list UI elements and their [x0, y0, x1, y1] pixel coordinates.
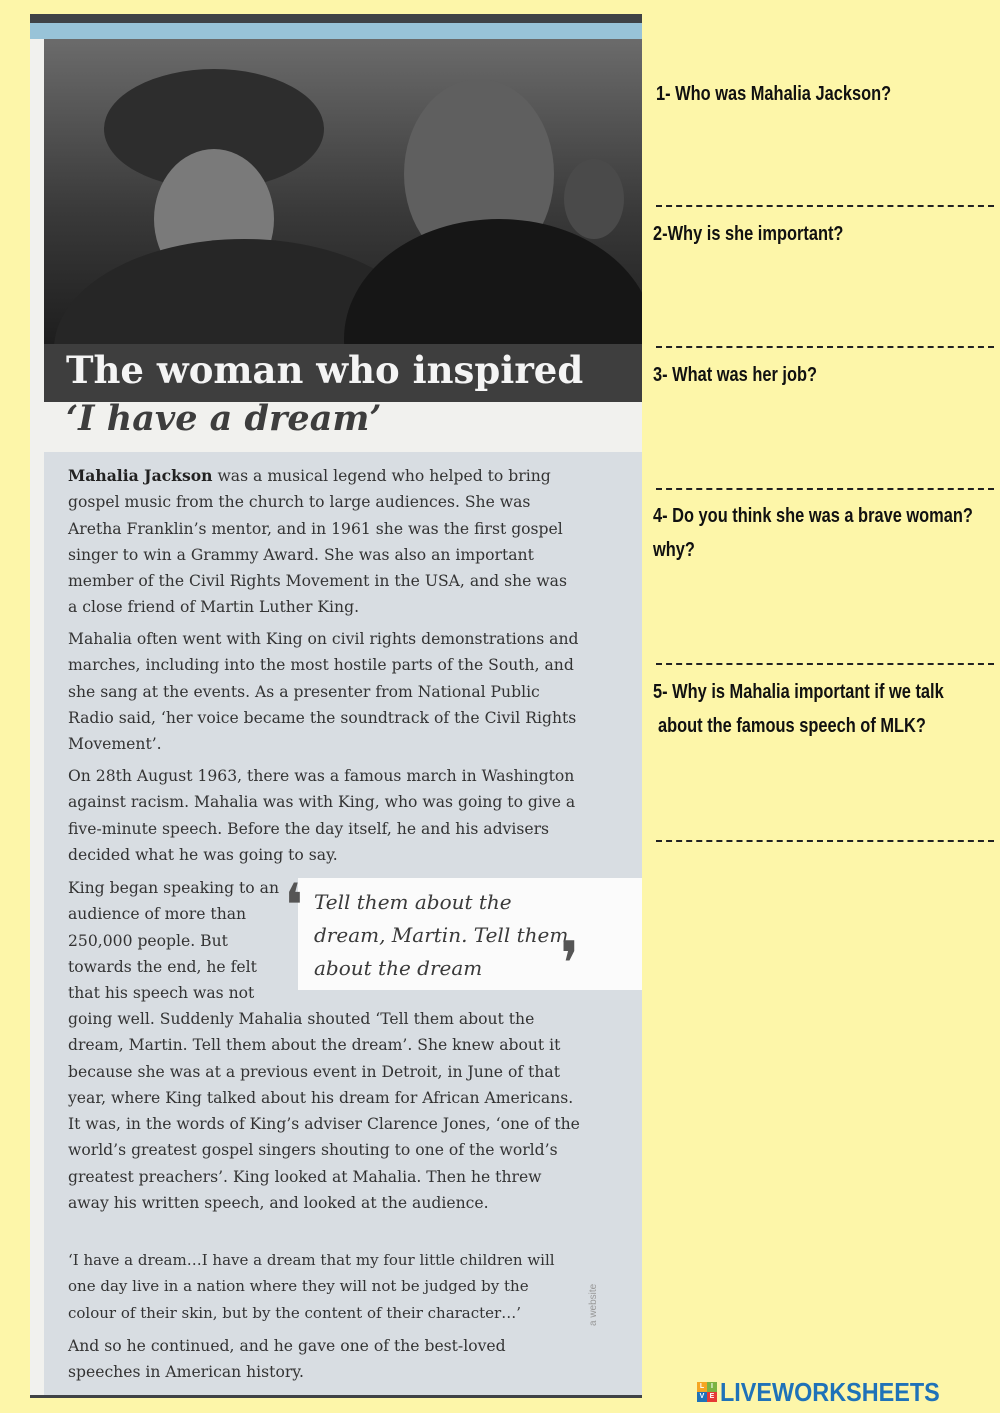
article-paragraph-5-quote: ‘I have a dream…I have a dream that my four little children will one day live in a nation where they will not be judged by the colour of their skin, but by the content of their character…’: [68, 1251, 555, 1322]
top-dark-bar: [30, 14, 642, 23]
article-paragraph-6: And so he continued, and he gave one of the best-loved speeches in American history.: [68, 1337, 506, 1382]
question-1: 1- Who was Mahalia Jackson?: [656, 83, 892, 105]
question-3: 3- What was her job?: [653, 364, 818, 386]
article-paragraph-1: Mahalia Jackson was a musical legend who helped to bring gospel music from the church to large audiences. She was Aretha Franklin’s mentor, and in 1961 she was the first gospel singer to win a Grammy Award. She was also an important member of the Civil Rights Movement in the USA, and she was a close friend of Martin Luther King.: [68, 466, 567, 617]
liveworksheets-logo-text: LIVEWORKSHEETS: [720, 1376, 940, 1407]
question-5: 5- Why is Mahalia important if we talk: [653, 681, 944, 703]
question-4-line2: why?: [653, 539, 695, 561]
article-paragraph-4-left: King began speaking to an audience of more than 250,000 people. But towards the end, he felt that his speech was not: [68, 879, 279, 1003]
photo-mahalia-and-king: [44, 39, 642, 349]
answer-line-2[interactable]: [656, 346, 994, 348]
question-5-line2: about the famous speech of MLK?: [658, 715, 926, 737]
answer-line-4[interactable]: [656, 663, 994, 665]
article-paragraph-3: On 28th August 1963, there was a famous march in Washington against racism. Mahalia was with King, who was going to give a five-minute speech. Before the day itself, he and his advisers decided what he was going to say.: [68, 767, 576, 864]
answer-line-3[interactable]: [656, 488, 994, 490]
answer-line-1[interactable]: [656, 205, 994, 207]
open-quote-icon: ❛: [284, 871, 304, 941]
article-title-line2: ‘I have a dream’: [66, 398, 382, 439]
article-title-line1: The woman who inspired: [66, 348, 584, 392]
article-paragraph-2: Mahalia often went with King on civil rights demonstrations and marches, including into the most hostile parts of the South, and she sang at the events. As a presenter from National Public Radio said, ‘her voice became the soundtrack of the Civil Rights Movement’.: [68, 630, 579, 754]
question-4: 4- Do you think she was a brave woman?: [653, 505, 973, 527]
bottom-rule: [30, 1395, 642, 1398]
lead-name: Mahalia Jackson: [68, 466, 213, 485]
question-2: 2-Why is she important?: [653, 223, 844, 245]
liveworksheets-logo[interactable]: [697, 1378, 964, 1406]
article-paragraph-4-rest: going well. Suddenly Mahalia shouted ‘Tell them about the dream, Martin. Tell them about the dream’. She knew about it because she was at a previous event in Detroit, in June of that year, where King talked about his dream for African Americans. It was, in the words of King’s adviser Clarence Jones, ‘one of the world’s greatest gospel singers shouting to one of the world’s greatest preachers’. King looked at Mahalia. Then he threw away his written speech, and looked at the audience.: [68, 1010, 580, 1213]
article-clipping: [30, 14, 642, 1398]
top-blue-stripe: [30, 23, 642, 39]
answer-line-5[interactable]: [656, 840, 994, 842]
side-credit: a website: [588, 1283, 599, 1326]
close-quote-icon: ❜: [560, 929, 580, 999]
pull-quote: Tell them about the dream, Martin. Tell them about the dream: [314, 890, 569, 980]
liveworksheets-logo-icon: L I V E: [697, 1382, 717, 1402]
